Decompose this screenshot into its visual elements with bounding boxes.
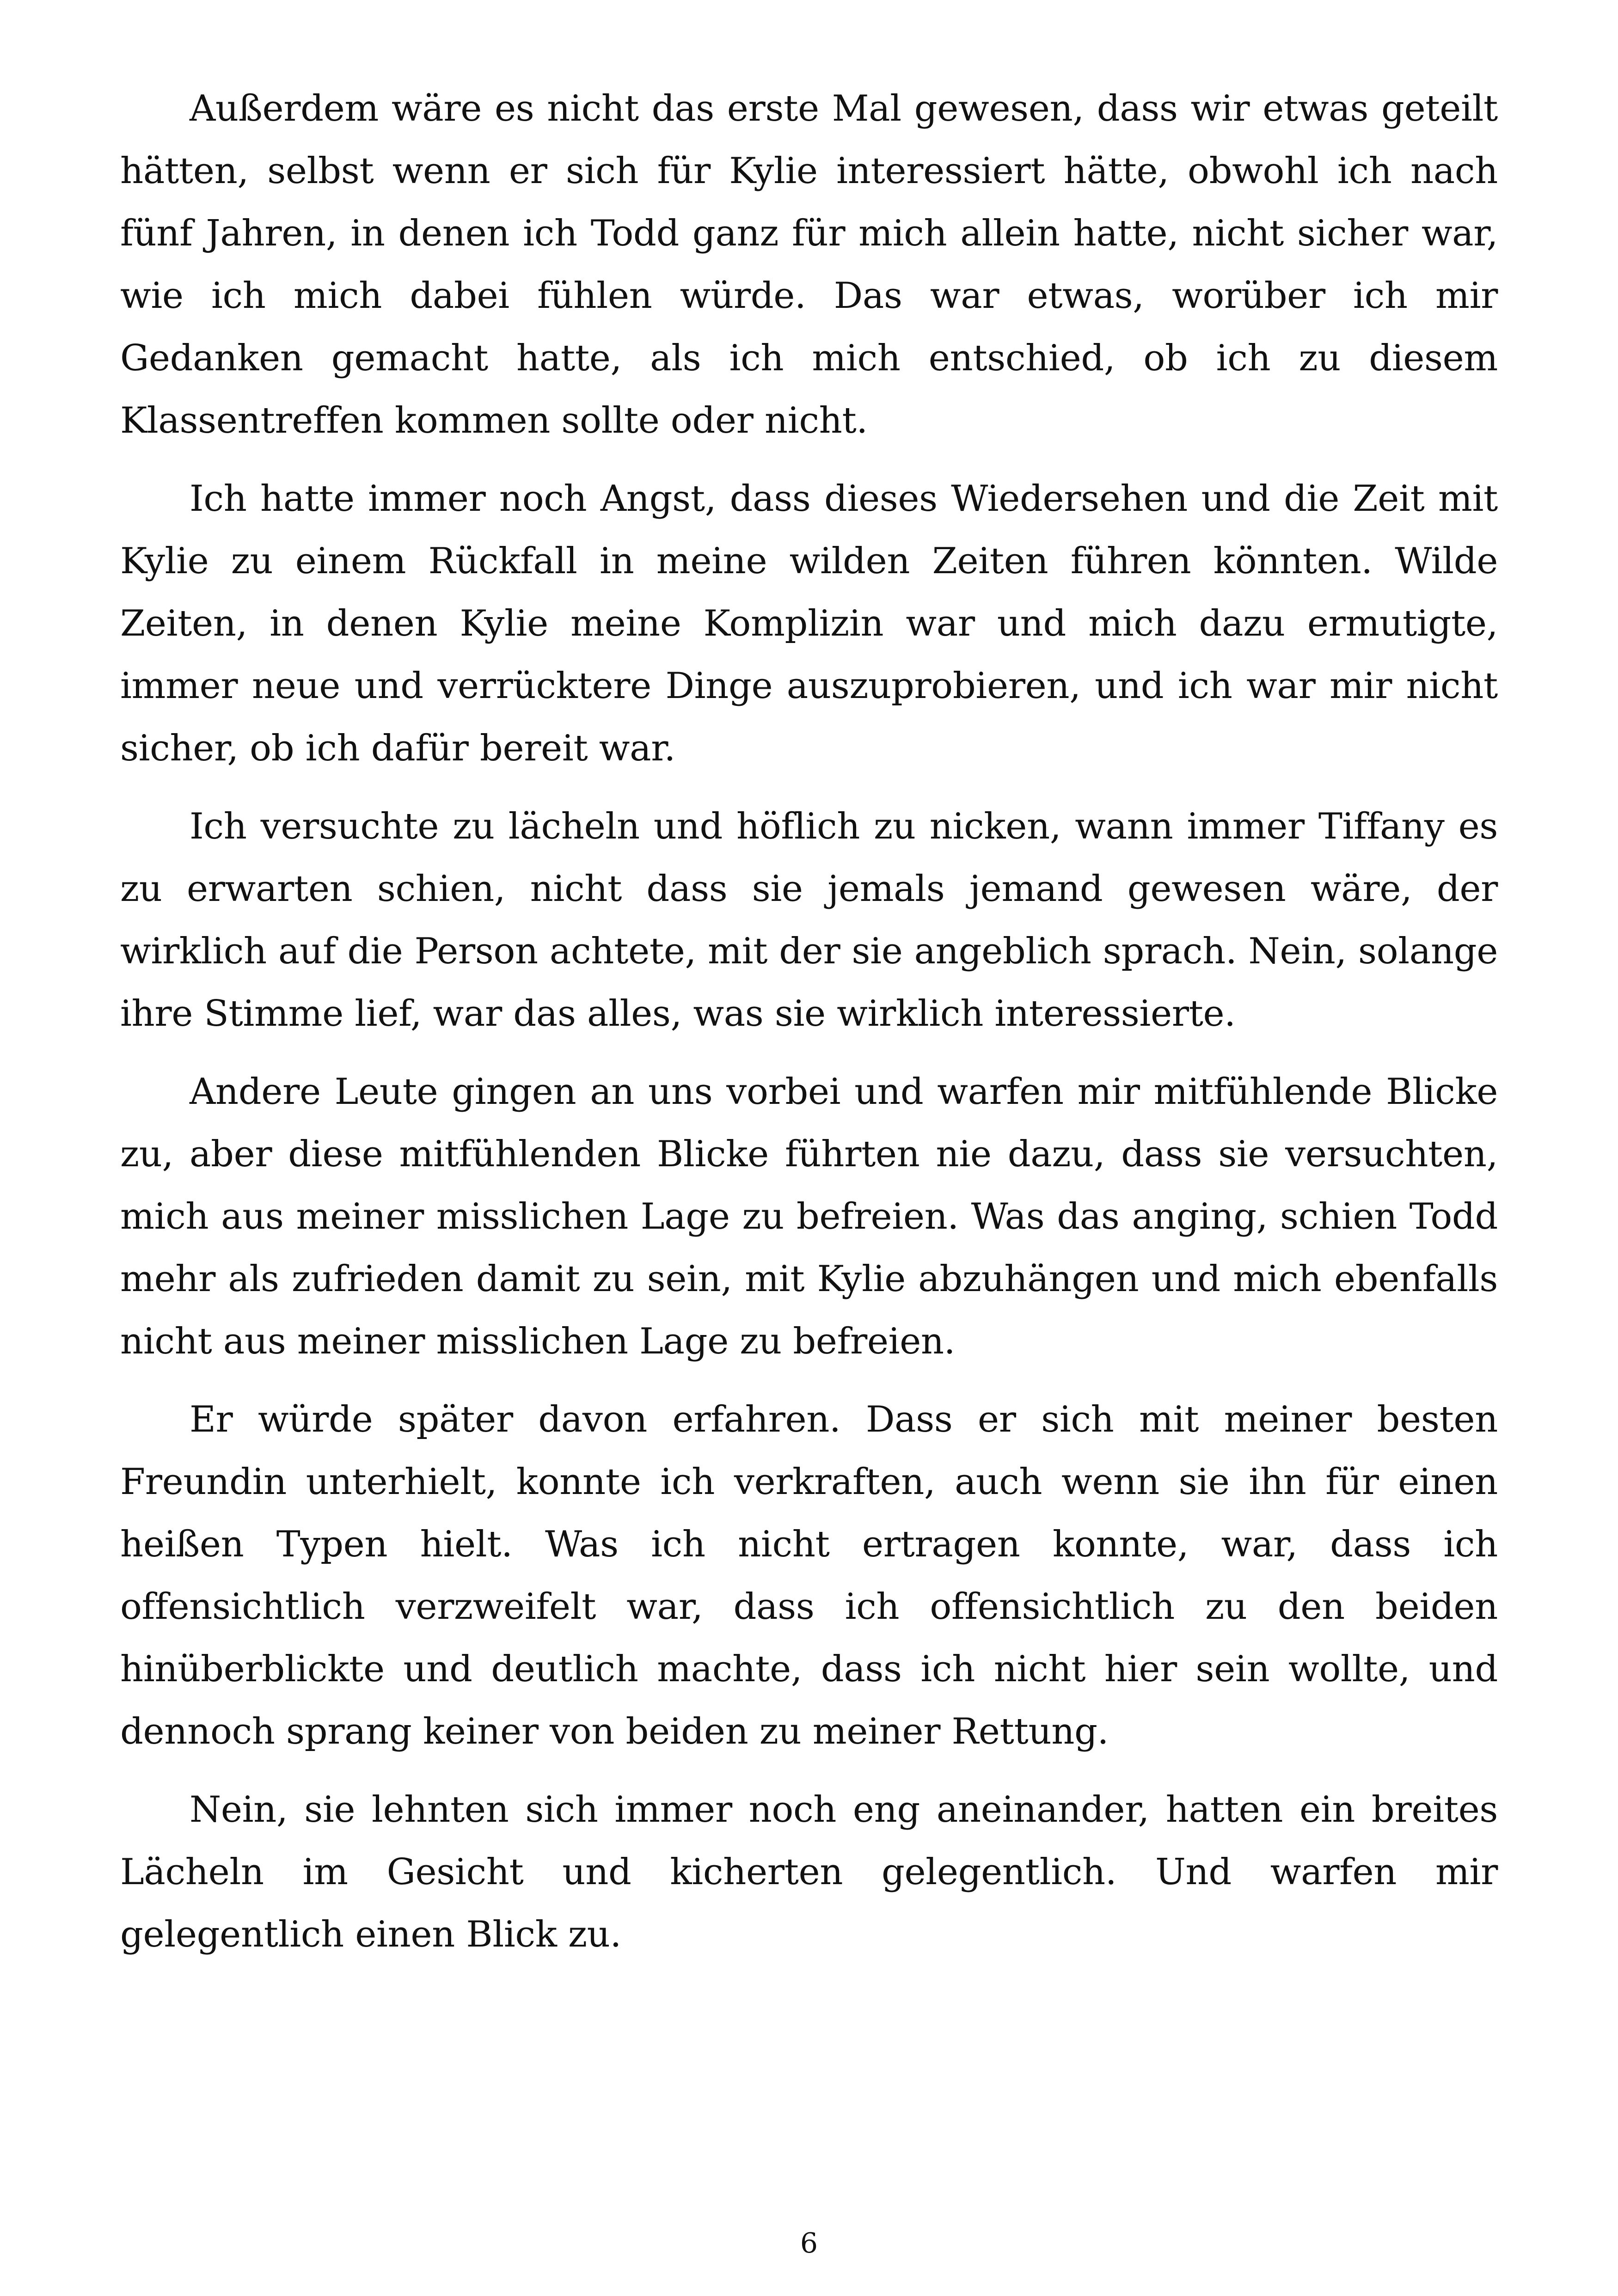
- paragraph-3: Ich versuchte zu lächeln und höflich zu nicken, wann immer Tiffany es zu erwarten schien, nicht dass sie jemals jemand gewesen wäre, der wirklich auf die Person achtete, mit der sie angeblich sprach. Nein, solange ihre Stimme lief, war das alles, was sie wirklich interessierte.: [120, 806, 1498, 1035]
- paragraph-2: Ich hatte immer noch Angst, dass dieses Wiedersehen und die Zeit mit Kylie zu einem Rückfall in meine wilden Zeiten führen könnten. Wilde Zeiten, in denen Kylie meine Komplizin war und mich dazu ermutigte, immer neue und verrücktere Dinge auszuprobieren, und ich war mir nicht sicher, ob ich dafür bereit war.: [120, 478, 1498, 769]
- paragraph-1: Außerdem wäre es nicht das erste Mal gewesen, dass wir etwas geteilt hätten, selbst wenn er sich für Kylie interessiert hätte, obwohl ich nach fünf Jahren, in denen ich Todd ganz für mich allein hatte, nicht sicher war, wie ich mich dabei fühlen würde. Das war etwas, worüber ich mir Gedanken gemacht hatte, als ich mich entschied, ob ich zu diesem Klassentreffen kommen sollte oder nicht.: [120, 88, 1498, 441]
- paragraph-4: Andere Leute gingen an uns vorbei und warfen mir mitfühlende Blicke zu, aber diese mitfühlenden Blicke führten nie dazu, dass sie versuchten, mich aus meiner misslichen Lage zu befreien. Was das anging, schien Todd mehr als zufrieden damit zu sein, mit Kylie abzuhängen und mich ebenfalls nicht aus meiner misslichen Lage zu befreien.: [120, 1071, 1498, 1362]
- page-number: 6: [800, 2227, 818, 2259]
- paragraph-6: Nein, sie lehnten sich immer noch eng aneinander, hatten ein breites Lächeln im Gesicht und kicherten gelegentlich. Und warfen mir gelegentlich einen Blick zu.: [120, 1789, 1498, 1955]
- paragraph-5: Er würde später davon erfahren. Dass er sich mit meiner besten Freundin unterhielt, konnte ich verkraften, auch wenn sie ihn für einen heißen Typen hielt. Was ich nicht ertragen konnte, war, dass ich offensichtlich verzweifelt war, dass ich offensichtlich zu den beiden hinüberblickte und deutlich machte, dass ich nicht hier sein wollte, und dennoch sprang keiner von beiden zu meiner Rettung.: [120, 1399, 1498, 1752]
- page-body: [120, 78, 1498, 2227]
